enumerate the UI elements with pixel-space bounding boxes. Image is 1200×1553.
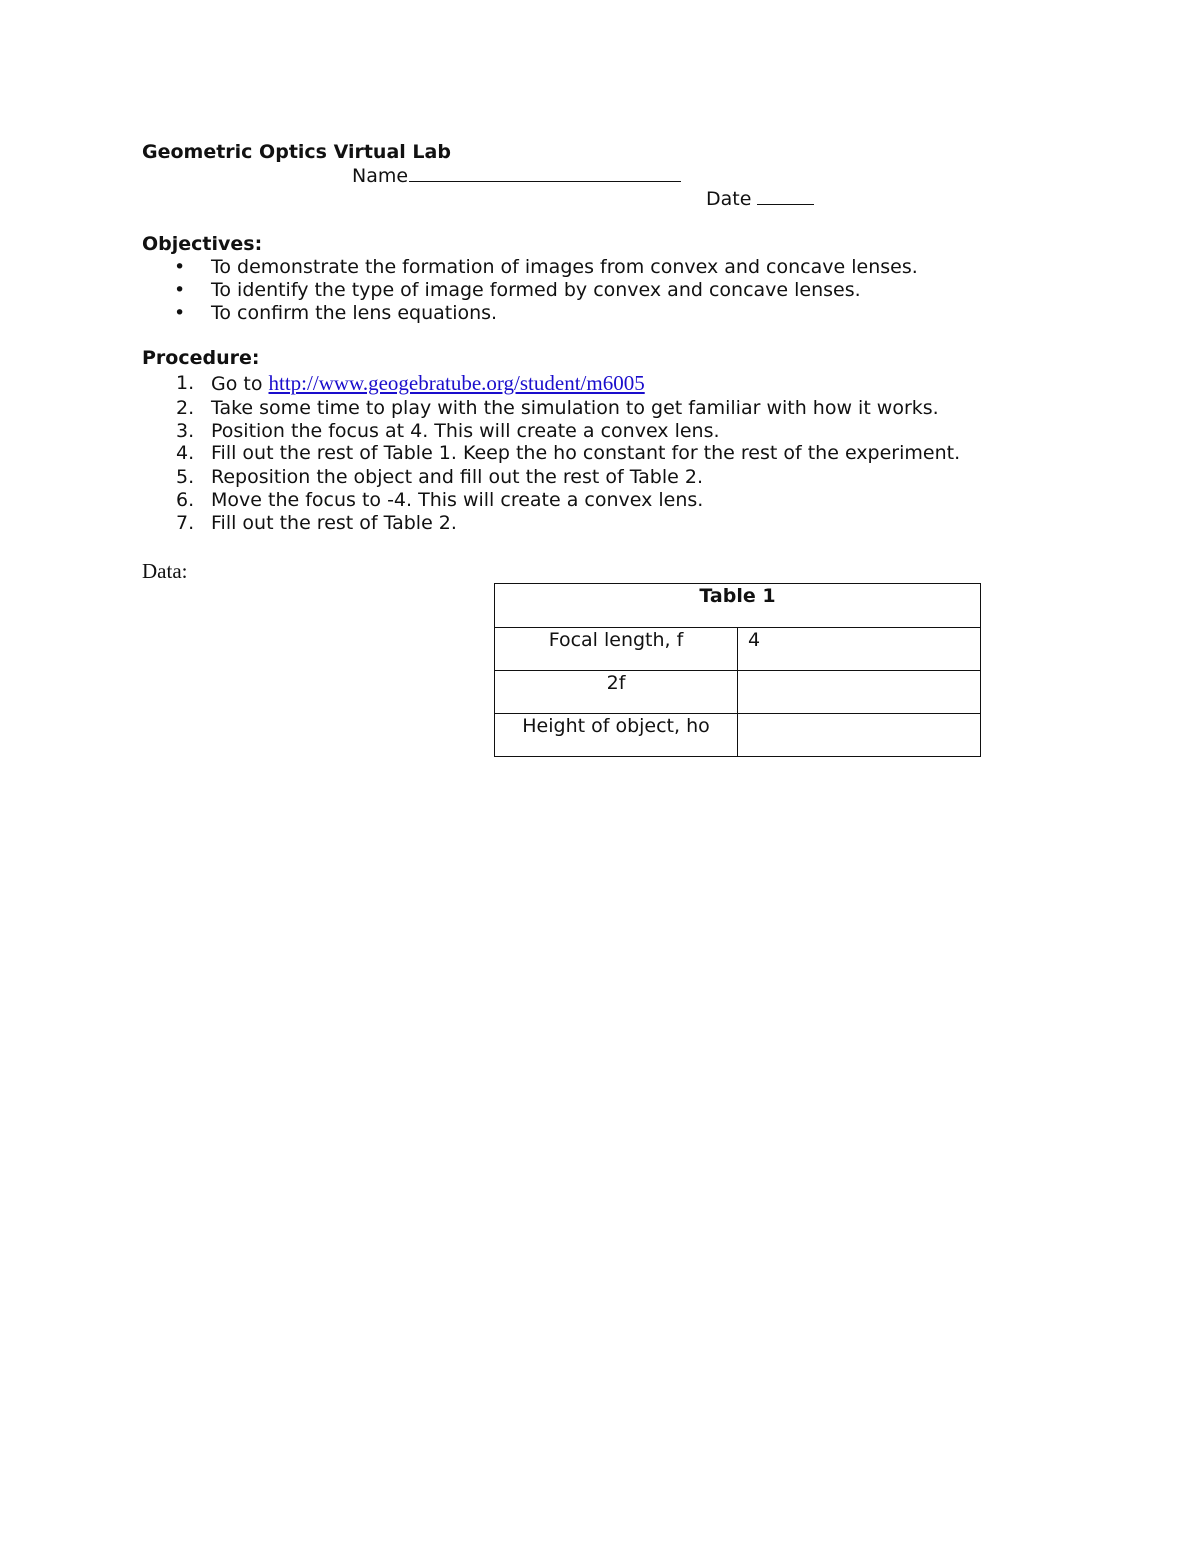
- simulation-link[interactable]: http://www.geogebratube.org/student/m6005: [268, 371, 645, 395]
- objective-text: To demonstrate the formation of images from convex and concave lenses.: [211, 256, 918, 278]
- date-field: [706, 187, 814, 211]
- step-text: [211, 372, 645, 396]
- table-value-cell: 4: [738, 628, 981, 671]
- document-title: Geometric Optics Virtual Lab: [142, 141, 451, 163]
- step-text: Fill out the rest of Table 2.: [211, 512, 457, 534]
- table-caption: Table 1: [495, 584, 981, 628]
- name-field: [352, 164, 681, 188]
- table-value-cell: [738, 714, 981, 757]
- step-number: 2.: [176, 397, 195, 419]
- table-value-cell: [738, 671, 981, 714]
- step-text: Reposition the object and fill out the rest of Table 2.: [211, 466, 703, 488]
- objectives-heading: Objectives:: [142, 233, 263, 255]
- step-number: 5.: [176, 466, 195, 488]
- step-number: 1.: [176, 372, 195, 394]
- bullet-icon: •: [174, 279, 186, 301]
- step-number: 6.: [176, 489, 195, 511]
- date-label: Date: [706, 188, 752, 210]
- step-number: 4.: [176, 442, 195, 464]
- date-blank: [757, 187, 814, 205]
- data-label: Data:: [142, 559, 188, 583]
- step-prefix: Go to: [211, 373, 269, 395]
- procedure-heading: Procedure:: [142, 347, 260, 369]
- bullet-icon: •: [174, 256, 186, 278]
- table-row: [495, 714, 981, 757]
- name-label: Name: [352, 165, 409, 187]
- table-label-cell: Height of object, ho: [495, 714, 738, 757]
- table-1: [494, 583, 981, 757]
- table-row: [495, 628, 981, 671]
- table-label-cell: 2f: [495, 671, 738, 714]
- step-text: Move the focus to -4. This will create a convex lens.: [211, 489, 704, 511]
- name-blank: [409, 164, 681, 182]
- step-text: Fill out the rest of Table 1. Keep the ho constant for the rest of the experiment.: [211, 442, 961, 464]
- table-caption-row: [495, 584, 981, 628]
- table-label-cell: Focal length, f: [495, 628, 738, 671]
- table-row: [495, 671, 981, 714]
- step-text: Take some time to play with the simulation to get familiar with how it works.: [211, 397, 939, 419]
- step-text: Position the focus at 4. This will create a convex lens.: [211, 420, 720, 442]
- objective-text: To identify the type of image formed by convex and concave lenses.: [211, 279, 861, 301]
- bullet-icon: •: [174, 302, 186, 324]
- objective-text: To confirm the lens equations.: [211, 302, 498, 324]
- step-number: 3.: [176, 420, 195, 442]
- step-number: 7.: [176, 512, 195, 534]
